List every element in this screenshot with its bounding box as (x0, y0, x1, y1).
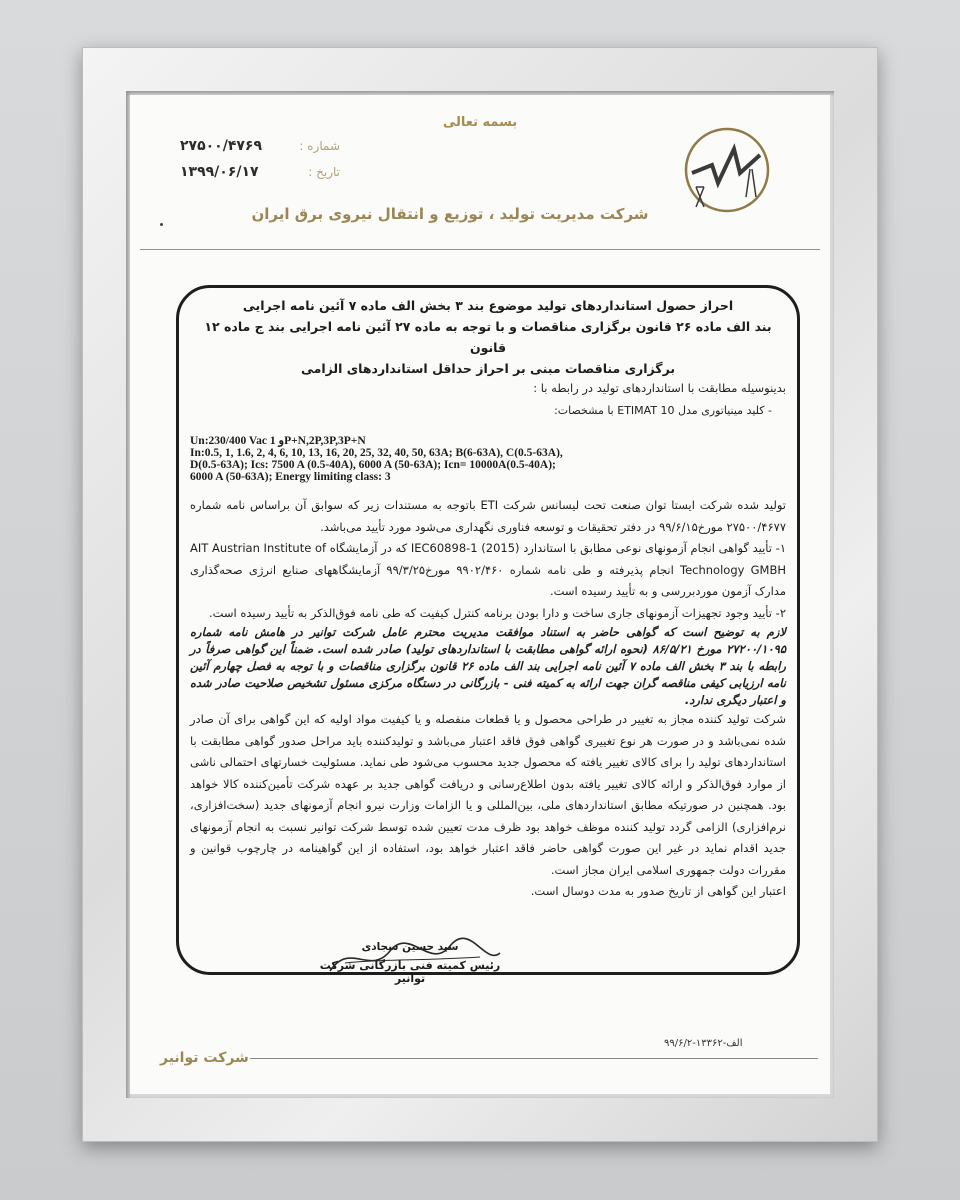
reference-code: الف-۱۳۳۶۲-۹۹/۶/۲ (664, 1038, 743, 1049)
product-specs (190, 435, 786, 483)
date-value: ۱۳۹۹/۰۶/۱۷ (180, 164, 259, 180)
signature-block (310, 941, 510, 985)
signer-role: رئیس کمیته فنی بازرگانی شرکت توانیر (319, 959, 501, 985)
certificate-paper (130, 95, 830, 1094)
paragraph-item-2: ۲- تأیید وجود تجهیزات آزمونهای جاری ساخت و دارا بودن برنامه کنترل کیفیت که طی نامه فوق‌الذکر به تأیید رسیده است. (208, 605, 786, 620)
paragraph-item-1: ۱- تأیید گواهی انجام آزمونهای نوعی مطابق با استاندارد IEC60898-1 (2015) که در آزمایشگاه AIT Austrian Institute of Technology GMBH انجام پذیرفته و طی نامه شماره ۹۹۰۲/۴۶۰ مورخ۹۹/۳/۲۵ آزمایشگاههای صنایع انرژی صحه‌گذاری مدارک آزمون موردبررسی و به تأیید رسیده است. (190, 541, 786, 598)
signer-name: سید حسین سجادی (361, 941, 459, 953)
number-label: شماره : (299, 139, 340, 153)
footer-company: شرکت توانیر (160, 1050, 249, 1066)
picture-frame (82, 47, 878, 1142)
title-line: بند الف ماده ۲۶ قانون برگزاری مناقصات و با توجه به ماده ۲۷ آئین نامه اجرایی بند ج ماده ۱۲ قانون (204, 319, 772, 355)
title-line: برگزاری مناقصات مبنی بر احراز حداقل استانداردهای الزامی (300, 361, 676, 376)
spec-line: Un:230/400 Vac و 1P+N,2P,3P,3P+N (190, 435, 366, 447)
bismillah-heading: بسمه تعالی (442, 115, 518, 130)
company-name: شرکت مدیریت تولید ، توزیع و انتقال نیروی برق ایران (251, 205, 649, 223)
footer-divider (250, 1058, 818, 1059)
spec-line: 6000 A (50-63A); Energy limiting class: 3 (190, 471, 391, 483)
product-bullet: - کلید مینیاتوری مدل ETIMAT 10 با مشخصات: (554, 403, 772, 417)
certificate-title (200, 295, 776, 379)
paragraph-manufacturer: تولید شده شرکت ایستا توان صنعت تحت لیسانس شرکت ETI باتوجه به مستندات زیر که سوابق آن براساس نامه شماره ۲۷۵۰۰/۴۶۷۷ مورخ۹۹/۶/۱۵ در دفتر تحقیقات و توسعه فناوری نگهداری می‌شود مورد تأیید می‌باشد. (190, 498, 787, 534)
spec-line: D(0.5-63A); Ics: 7500 A (0.5-40A), 6000 A (50-63A); Icn= 10000A(0.5-40A); (190, 459, 556, 471)
intro-text: بدینوسیله مطابقت با استانداردهای تولید در رابطه با : (533, 381, 786, 395)
tavanir-logo-icon (682, 125, 772, 215)
date-label: تاریخ : (308, 165, 340, 179)
paragraph-note: لازم به توضیح است که گواهی حاضر به استناد موافقت مدیریت محترم عامل شرکت توانیر در هامش نامه شماره ۲۷۲۰۰/۱۰۹۵ مورخ ۸۶/۵/۲۱ (نحوه ارائه گواهی مطابقت با استانداردهای تولید) صادر شده است. ضمناً این گواهی صرفاً در رابطه با بند ۳ بخش الف ماده ۷ آئین نامه اجرایی بند الف ماده ۲۶ قانون برگزاری مناقصات و با توجه به فصل چهارم آئین نامه ارزیابی کیفی مناقصه گران جهت ارائه به کمیته فنی - بازرگانی در دستگاه مرکزی مسئول تشخیص صلاحیت صادر شده و اعتبار دیگری ندارد. (190, 625, 786, 707)
paragraph-validity: اعتبار این گواهی از تاریخ صدور به مدت دوسال است. (530, 884, 786, 898)
signature-scribble-icon (310, 931, 510, 981)
spec-line: In:0.5, 1, 1.6, 2, 4, 6, 10, 13, 16, 20, 25, 32, 40, 50, 63A; B(6-63A), C(0.5-63A), (190, 447, 563, 459)
dot-mark (160, 223, 163, 226)
letter-meta (180, 133, 340, 185)
frame-inner (126, 91, 834, 1098)
number-value: ۲۷۵۰۰/۴۷۶۹ (180, 138, 263, 154)
header-divider (140, 249, 820, 250)
date-row (180, 159, 340, 185)
number-row (180, 133, 340, 159)
certificate-body (190, 378, 786, 903)
title-line: احراز حصول استانداردهای تولید موضوع بند ۳ بخش الف ماده ۷ آئین نامه اجرایی (242, 298, 734, 313)
paragraph-conditions: شرکت تولید کننده مجاز به تغییر در طراحی محصول و یا قطعات منفصله و یا کیفیت مواد اولیه که این گواهی برای آن صادر شده نمی‌باشد و در صورت هر نوع تغییری گواهی فوق فاقد اعتبار می‌باشد و تولیدکننده باید مراحل صدور گواهی مطابقت با استانداردهای تولید را برای کالای تغییر یافته که محصول جدید محسوب می‌شود طی نماید. مسئولیت خسارتهای احتمالی ناشی از موارد فوق‌الذکر و ارائه کالای تغییر یافته بدون اطلاع‌رسانی و دریافت گواهی جدید بر عهده شرکت تأمین‌کننده کالا خواهد بود. همچنین در صورتیکه مطابق استانداردهای ملی، بین‌المللی و یا الزامات وزارت نیرو انجام آزمونهای جدید (سخت‌افزاری، نرم‌افزاری) الزامی گردد تولید کننده موظف خواهد بود ظرف مدت تعیین شده توسط شرکت توانیر نسبت به انجام آزمونهای جدید اقدام نماید در غیر این صورت گواهی حاضر فاقد اعتبار خواهد بود، استفاده از این گواهینامه در چارچوب قوانین و مقررات دولت جمهوری اسلامی ایران مجاز است. (190, 712, 786, 877)
